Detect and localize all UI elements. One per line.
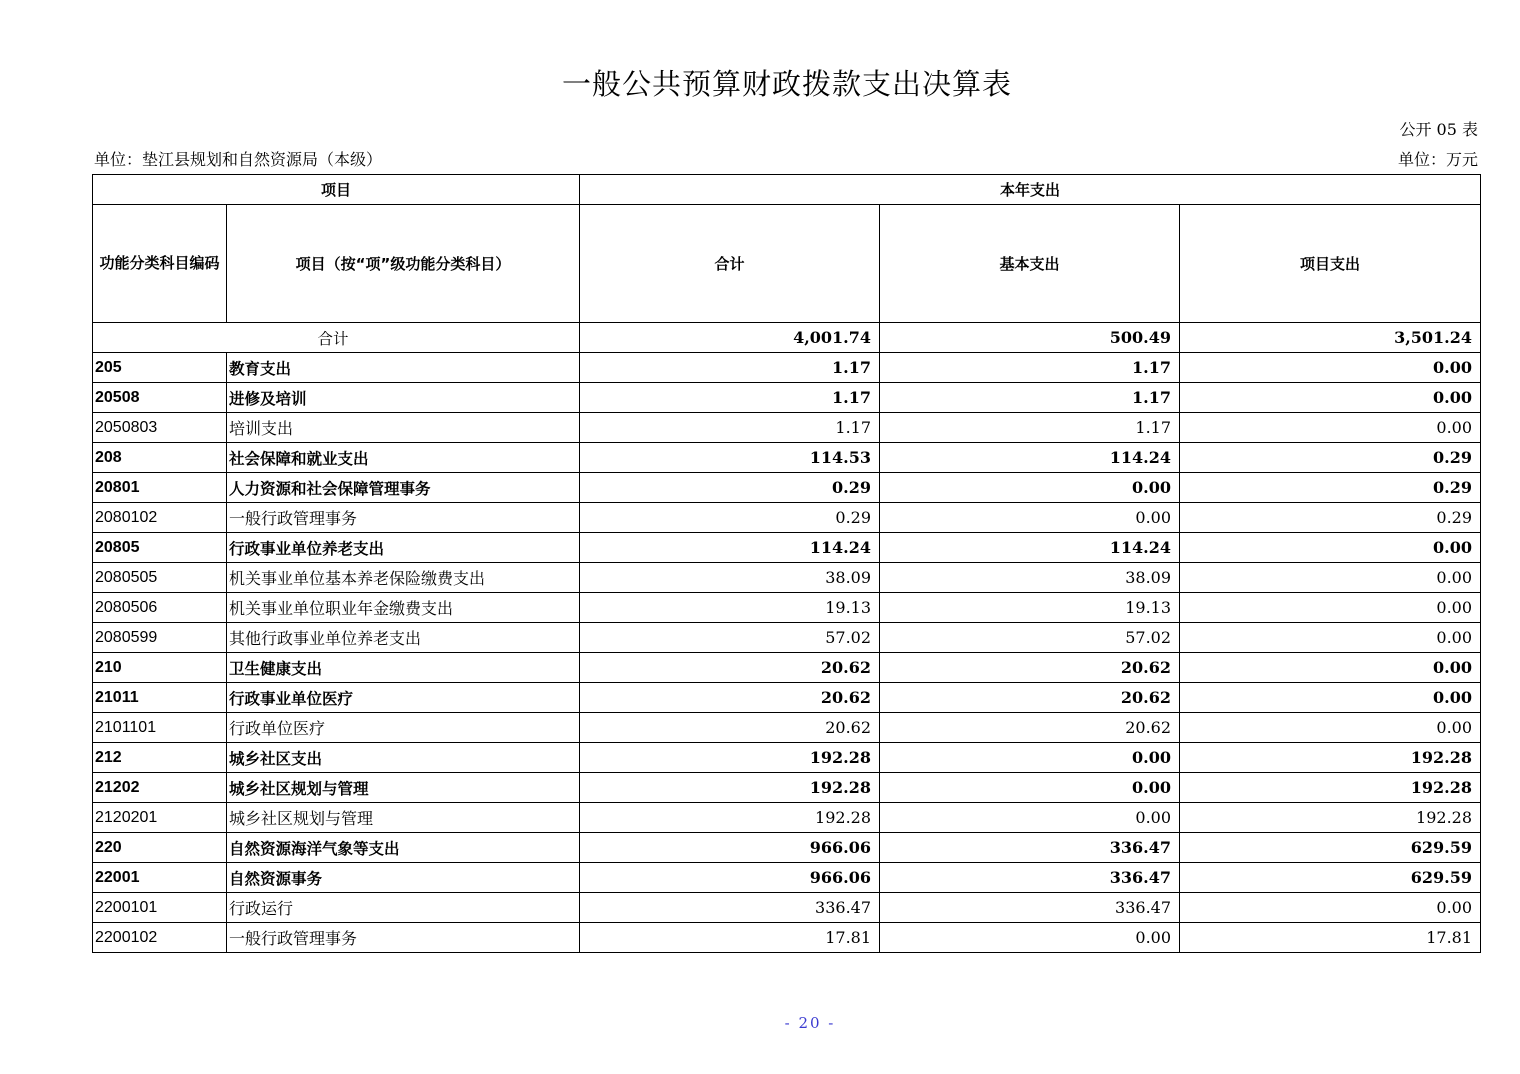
row-name: 机关事业单位职业年金缴费支出 [227,593,580,623]
row-project: 0.29 [1180,473,1481,503]
table-row [93,623,1481,653]
row-code: 2200102 [93,923,227,953]
row-code: 2080599 [93,623,227,653]
row-code: 220 [93,833,227,863]
row-basic: 114.24 [880,443,1180,473]
row-basic: 19.13 [880,593,1180,623]
reporting-unit: 单位：垫江县规划和自然资源局（本级） [94,150,383,169]
row-basic: 0.00 [880,803,1180,833]
page-number: - 20 - [784,1014,836,1032]
row-basic: 336.47 [880,833,1180,863]
expenditure-table [92,174,1481,953]
row-name: 一般行政管理事务 [227,503,580,533]
header-name: 项目（按“项”级功能分类科目） [227,205,580,323]
row-name: 机关事业单位基本养老保险缴费支出 [227,563,580,593]
table-row [93,773,1481,803]
row-project: 0.00 [1180,713,1481,743]
row-basic: 38.09 [880,563,1180,593]
row-project: 0.00 [1180,413,1481,443]
table-row [93,353,1481,383]
row-basic: 0.00 [880,473,1180,503]
row-total: 1.17 [580,413,880,443]
row-project: 0.00 [1180,593,1481,623]
row-basic: 1.17 [880,353,1180,383]
row-code: 2101101 [93,713,227,743]
row-project: 0.00 [1180,623,1481,653]
row-project: 629.59 [1180,863,1481,893]
table-row [93,503,1481,533]
currency-unit: 单位：万元 [1397,150,1478,169]
row-project: 0.29 [1180,503,1481,533]
table-row [93,473,1481,503]
row-total: 0.29 [580,503,880,533]
header-project: 项目 [93,175,580,205]
row-total: 192.28 [580,743,880,773]
row-name: 进修及培训 [227,383,580,413]
row-name: 行政单位医疗 [227,713,580,743]
row-total: 20.62 [580,683,880,713]
row-code: 20805 [93,533,227,563]
row-name: 其他行政事业单位养老支出 [227,623,580,653]
row-name: 城乡社区规划与管理 [227,773,580,803]
row-code: 2050803 [93,413,227,443]
table-row [93,713,1481,743]
row-total: 38.09 [580,563,880,593]
page-title: 一般公共预算财政拨款支出决算表 [561,67,1012,101]
table-row [93,413,1481,443]
table-row [93,923,1481,953]
row-total: 57.02 [580,623,880,653]
row-total: 1.17 [580,353,880,383]
row-project: 629.59 [1180,833,1481,863]
row-code: 20801 [93,473,227,503]
row-basic: 0.00 [880,743,1180,773]
row-total: 114.53 [580,443,880,473]
row-basic: 20.62 [880,683,1180,713]
form-number: 公开 05 表 [1399,120,1478,139]
row-total: 20.62 [580,713,880,743]
row-basic: 20.62 [880,653,1180,683]
total-label: 合计 [93,323,580,353]
row-project: 0.00 [1180,533,1481,563]
row-code: 2080506 [93,593,227,623]
row-project: 0.00 [1180,563,1481,593]
header-project-expense: 项目支出 [1180,205,1481,323]
header-row-top [93,175,1481,205]
row-basic: 57.02 [880,623,1180,653]
row-code: 2080102 [93,503,227,533]
row-code: 21202 [93,773,227,803]
table-row [93,743,1481,773]
row-name: 教育支出 [227,353,580,383]
row-total: 966.06 [580,833,880,863]
row-basic: 336.47 [880,893,1180,923]
row-project: 0.00 [1180,893,1481,923]
table-row [93,893,1481,923]
row-basic: 114.24 [880,533,1180,563]
header-row-columns [93,205,1481,323]
row-total: 192.28 [580,773,880,803]
row-name: 培训支出 [227,413,580,443]
header-current-year: 本年支出 [580,175,1481,205]
row-code: 20508 [93,383,227,413]
row-code: 2200101 [93,893,227,923]
row-name: 人力资源和社会保障管理事务 [227,473,580,503]
row-project: 0.00 [1180,383,1481,413]
total-row [93,323,1481,353]
row-code: 205 [93,353,227,383]
row-basic: 0.00 [880,503,1180,533]
row-code: 210 [93,653,227,683]
row-project: 0.00 [1180,653,1481,683]
row-code: 2120201 [93,803,227,833]
row-name: 社会保障和就业支出 [227,443,580,473]
row-basic: 336.47 [880,863,1180,893]
row-basic: 1.17 [880,383,1180,413]
row-name: 自然资源海洋气象等支出 [227,833,580,863]
row-project: 192.28 [1180,743,1481,773]
row-name: 一般行政管理事务 [227,923,580,953]
row-project: 192.28 [1180,803,1481,833]
table-row [93,533,1481,563]
table-row [93,383,1481,413]
row-basic: 0.00 [880,773,1180,803]
row-total: 1.17 [580,383,880,413]
row-total: 336.47 [580,893,880,923]
row-name: 行政事业单位医疗 [227,683,580,713]
row-basic: 0.00 [880,923,1180,953]
row-total: 17.81 [580,923,880,953]
table-row [93,803,1481,833]
row-project: 0.00 [1180,353,1481,383]
table-row [93,863,1481,893]
total-project: 3,501.24 [1180,323,1481,353]
header-total: 合计 [580,205,880,323]
row-project: 192.28 [1180,773,1481,803]
row-basic: 20.62 [880,713,1180,743]
row-name: 城乡社区支出 [227,743,580,773]
table-row [93,833,1481,863]
row-total: 966.06 [580,863,880,893]
row-code: 208 [93,443,227,473]
row-name: 行政运行 [227,893,580,923]
row-code: 21011 [93,683,227,713]
row-total: 192.28 [580,803,880,833]
row-name: 行政事业单位养老支出 [227,533,580,563]
row-total: 0.29 [580,473,880,503]
table-row [93,653,1481,683]
table-row [93,563,1481,593]
row-name: 城乡社区规划与管理 [227,803,580,833]
table-row [93,683,1481,713]
row-code: 22001 [93,863,227,893]
row-code: 212 [93,743,227,773]
row-total: 20.62 [580,653,880,683]
row-total: 19.13 [580,593,880,623]
header-code: 功能分类科目编码 [93,205,227,323]
table-row [93,443,1481,473]
header-basic: 基本支出 [880,205,1180,323]
row-name: 卫生健康支出 [227,653,580,683]
total-basic: 500.49 [880,323,1180,353]
row-code: 2080505 [93,563,227,593]
row-project: 0.29 [1180,443,1481,473]
table-row [93,593,1481,623]
row-name: 自然资源事务 [227,863,580,893]
row-project: 0.00 [1180,683,1481,713]
row-project: 17.81 [1180,923,1481,953]
total-sum: 4,001.74 [580,323,880,353]
row-basic: 1.17 [880,413,1180,443]
row-total: 114.24 [580,533,880,563]
